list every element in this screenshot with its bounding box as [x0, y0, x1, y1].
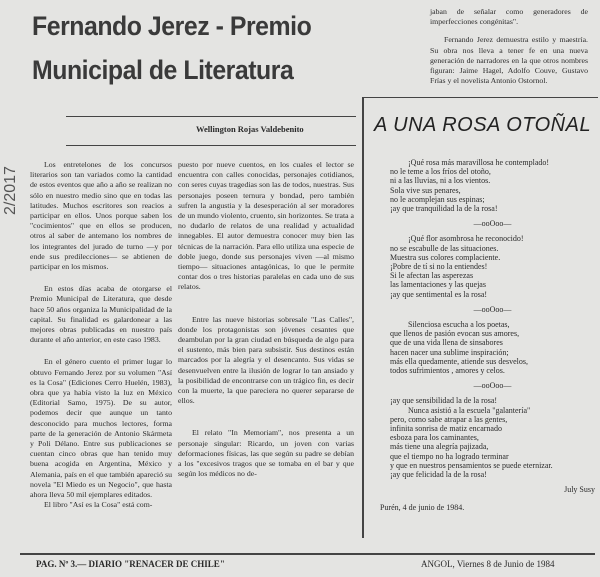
article-column-left: [30, 160, 172, 523]
article-title-line2: Municipal de Literatura: [32, 55, 294, 85]
paragraph: Fernando Jerez demuestra estilo y maestría. Su obra nos lleva a tener fe en una nueva generación de narradores en la que otros nombres figuran: Jaime Hagel, Adolfo Couve, Gustavo Frías y el novelista Antonio Ostornol.: [430, 35, 588, 86]
footer-rule: [20, 553, 595, 555]
verse: ¡ay que felicidad la de la rosa!: [390, 470, 487, 480]
poem-body: [380, 158, 595, 512]
verse: que llenos de pasión evocan sus amores,: [390, 329, 520, 339]
stanza: [390, 158, 595, 213]
paragraph: El libro "Así es la Cosa" está com-: [44, 500, 153, 510]
separator: —ooOoo—: [473, 219, 512, 229]
rule-byline: [66, 145, 356, 146]
verse: Silenciosa escucha a los poetas,: [408, 320, 510, 330]
verse: las lamentaciones y las quejas: [390, 280, 486, 290]
paragraph: jaban de señalar como generadores de imperfecciones congénitas".: [430, 7, 588, 27]
verse: no le acomplejan sus espinas;: [390, 194, 485, 204]
footer-page-paper: PAG. Nº 3.— DIARIO "RENACER DE CHILE": [36, 559, 225, 569]
verse: Muestra sus colores complaciente.: [390, 252, 501, 262]
verse: esboza para los caminantes,: [390, 433, 479, 443]
verse: que el tiempo no ha logrado terminar: [390, 451, 509, 461]
verse: ni a las lluvias, ni a los vientos.: [390, 176, 491, 186]
paragraph: El relato "In Memoriam", nos presenta a un personaje singular: Ricardo, un joven con varias deformaciones físicas, las que según su padre se debían a los "excesivos tragos que se tomaba en el bar y que según los médicos no de-: [178, 428, 354, 479]
verse: no se escabulle de las situaciones.: [390, 243, 499, 253]
verse: pero, como sabe atrapar a las gentes,: [390, 414, 508, 424]
verse: ¡Qué flor asombrosa he reconocido!: [408, 234, 524, 244]
poem-title: A UNA ROSA OTOÑAL: [374, 114, 592, 136]
verse: ¡ay que tranquilidad la de la rosa!: [390, 204, 498, 214]
verse: Si le afectan las asperezas: [390, 271, 474, 281]
article-byline: Wellington Rojas Valdebenito: [196, 124, 304, 134]
rule-top: [66, 116, 356, 117]
verse: más ella quedamente, atiende sus desvelos,: [390, 356, 528, 366]
verse: que de una vida llena de sinsabores: [390, 338, 503, 348]
poem-author: July Susy: [564, 485, 595, 495]
verse: ¡Pobre de tí si no la entiendes!: [390, 262, 488, 272]
separator: —ooOoo—: [473, 304, 512, 314]
paragraph: En el género cuento el primer lugar lo obtuvo Fernando Jerez por su volumen "Así es la Cosa" (Ediciones Cerro Huelén, 1983), obra que ya había visto la luz en México (Editorial Samo, 1975). De su autor, podemos decir que aunque un tanto desconocido para muchos lectores, forma parte de la generación de Antonio Skármeta y Poli Délano. Entre sus publicaciones se cuentan cinco obras que han tenido muy buena acogida en Argentina, México y Alemania, país en el que también apareció su novela "El Miedo es un Negocio", que hasta ahora lleva 50 mil ejemplares editados.: [30, 357, 172, 500]
verse: todos sufrimientos , amores y celos.: [390, 366, 505, 376]
verse: Nunca asistió a la escuela "galantería": [408, 405, 531, 415]
stanza: [390, 320, 595, 375]
verse: más tiene una alegría pajizada,: [390, 442, 489, 452]
verse: ¡Qué rosa más maravillosa he contemplado!: [408, 158, 550, 167]
paragraph: Los entretelones de los concursos literarios son tan variados como la cantidad de estos eventos que año a año se realizan no sólo en nuestro medio sino que en todas las latitudes. Muchos escritores son reacios a participar en ellos. Unos porque saben los "cocimientos" que en ellos se producen, otros al saber de antemano los nombres de los integrantes del jurado de turno —y por ende sus predilecciones— se abtienen de participar en los mismos.: [30, 160, 172, 272]
article-column-middle: [178, 160, 354, 491]
verse: ¡ay que sensibilidad la de la rosa!: [390, 396, 498, 406]
verse: Sola vive sus penares,: [390, 185, 461, 195]
paragraph: Entre las nueve historias sobresale "Las Calles", donde los protagonistas son jóvenes cesantes que deambulan por la gran ciudad en búsqueda de algo para el sustento, más bien para subsistir. Sus destinos están marcados por la alegría y el desencanto. Sus vidas se desenvuelven entre la ilusión de lograr lo tan ansiado y la posibilidad de encontrarse con un trágico fin, es decir con la muerte, la que pareciera no querer separarse de ellos.: [178, 314, 354, 406]
stanza: [390, 396, 595, 479]
verse: ¡ay que sentimental es la rosa!: [390, 289, 488, 299]
verse: y que en nuestros pensamientos se puede eternizar.: [390, 460, 553, 470]
footer-place-date: ANGOL, Viernes 8 de Junio de 1984: [421, 559, 555, 569]
separator: —ooOoo—: [473, 381, 512, 391]
verse: infinita sonrisa de matiz encarnado: [390, 424, 502, 434]
verse: no le teme a los fríos del otoño,: [390, 167, 491, 177]
paragraph: En estos días acaba de otorgarse el Premio Municipal de Literatura, que desde hace 50 años organiza la Municipalidad de la capital. Su finalidad es galardonear a las mejores obras publicadas en nuestro país durante el año anterior, en este caso 1983.: [30, 284, 172, 345]
stanza: [390, 234, 595, 298]
article-column-right: [430, 7, 588, 86]
article-title-line1: Fernando Jerez - Premio: [32, 11, 312, 41]
poem-place-date: Purén, 4 de junio de 1984.: [380, 502, 465, 512]
paragraph: puesto por nueve cuentos, en los cuales el lector se encuentra con calles conocidas, personajes cotidianos, con seres cuyas tragedias son las de todos, nuestras. Sus personajes poseen ternura y bondad, pero también sufren la angustia y la desesperación al ser moradores de un mundo violento, cruento, sin horizontes. Se trata a no dudarlo de relatos de una realidad y actualidad innegables. El autor demuestra conocer muy bien las técnicas de la narración. Para ello utiliza una especie de doble juego, donde sus personajes viven —al mismo tiempo— situaciones antagónicas, lo que le permite contar dos o tres historias paralelas en cada uno de sus relatos.: [178, 160, 354, 292]
verse: hacen nacer una sublime inspiración;: [390, 347, 509, 357]
handwritten-margin-note: 2/2017: [2, 166, 19, 215]
